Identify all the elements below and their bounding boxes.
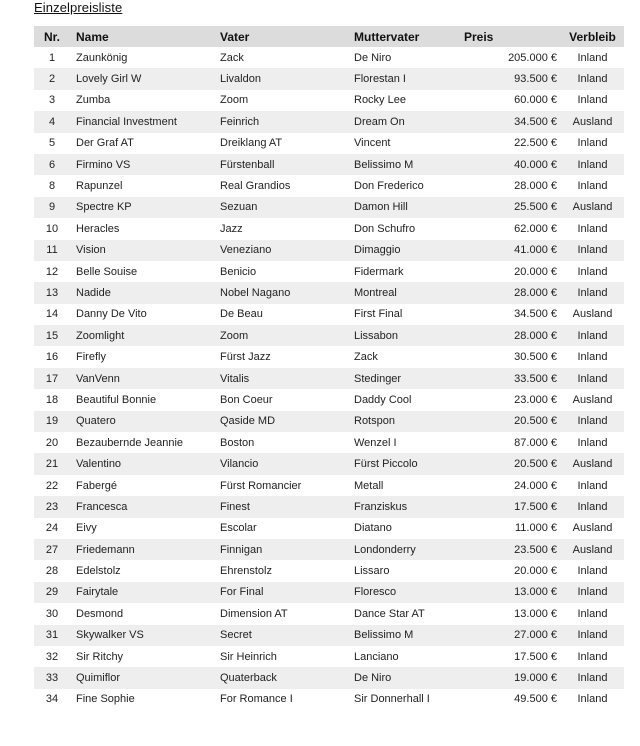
cell-name: Fabergé [76, 479, 117, 492]
cell-nr: 13 [34, 282, 70, 303]
table-row [34, 133, 624, 154]
cell-nr: 31 [34, 625, 70, 646]
table-row [34, 325, 624, 346]
cell-nr: 29 [34, 582, 70, 603]
cell-muttervater: Rotspon [354, 411, 458, 432]
cell-preis: 23.000 € [514, 393, 557, 406]
cell-muttervater: Don Schufro [354, 222, 416, 235]
table-row [34, 667, 624, 688]
cell-vater: Zoom [220, 325, 354, 346]
cell-verbleib: Inland [561, 496, 624, 517]
cell-nr: 3 [48, 94, 56, 107]
cell-vater: Bon Coeur [220, 393, 273, 406]
cell-nr: 22 [45, 479, 59, 492]
table-row [34, 453, 624, 474]
column-header-verbleib: Verbleib [561, 26, 624, 47]
cell-name: Firmino VS [70, 154, 220, 175]
cell-verbleib: Inland [561, 154, 624, 175]
cell-nr: 16 [45, 351, 59, 364]
cell-preis: 49.500 € [514, 693, 557, 706]
cell-muttervater: Sir Donnerhall I [354, 693, 430, 706]
cell-muttervater: Lissaro [354, 565, 390, 578]
cell-vater: Ehrenstolz [220, 565, 272, 578]
cell-vater: Zack [220, 51, 244, 64]
cell-name: Valentino [70, 453, 220, 474]
cell-preis: 13.000 € [514, 607, 557, 620]
table-row [34, 90, 624, 111]
table-row [34, 68, 624, 89]
cell-vater: Escolar [220, 522, 257, 535]
table-row [34, 368, 624, 389]
cell-vater: Nobel Nagano [220, 282, 354, 303]
cell-muttervater: Londonderry [354, 539, 458, 560]
cell-muttervater: Vincent [354, 137, 391, 150]
cell-verbleib: Inland [561, 411, 624, 432]
cell-nr: 33 [34, 667, 70, 688]
cell-verbleib: Inland [561, 240, 624, 261]
table-row [34, 261, 624, 282]
cell-name: Beautiful Bonnie [76, 393, 157, 406]
cell-name: Francesca [70, 496, 220, 517]
cell-muttervater: Stedinger [354, 368, 458, 389]
cell-verbleib: Inland [577, 265, 608, 278]
column-header-vater: Vater [220, 26, 354, 47]
cell-verbleib: Inland [561, 368, 624, 389]
cell-nr: 23 [34, 496, 70, 517]
cell-name: Desmond [76, 607, 124, 620]
cell-name: Eivy [76, 522, 97, 535]
cell-name: Zoomlight [70, 325, 220, 346]
table-row [34, 389, 624, 410]
cell-vater: Sezuan [220, 197, 354, 218]
cell-name: Rapunzel [76, 180, 123, 193]
table-row [34, 496, 624, 517]
cell-name: Friedemann [70, 539, 220, 560]
cell-name: Bezaubernde Jeannie [76, 436, 184, 449]
column-header-nr: Nr. [34, 26, 70, 47]
cell-preis: 28.000 € [514, 180, 557, 193]
cell-vater: Boston [220, 436, 255, 449]
cell-name: Sir Ritchy [76, 650, 124, 663]
cell-preis: 60.000 € [514, 94, 557, 107]
table-row [34, 582, 624, 603]
column-header-muttervater: Muttervater [354, 26, 458, 47]
cell-name: Skywalker VS [70, 625, 220, 646]
table-row [34, 175, 624, 196]
cell-nr: 6 [34, 154, 70, 175]
cell-verbleib: Inland [561, 625, 624, 646]
cell-verbleib: Inland [577, 479, 608, 492]
cell-name: Belle Souise [76, 265, 138, 278]
cell-name: Spectre KP [70, 197, 220, 218]
cell-verbleib: Ausland [561, 453, 624, 474]
cell-muttervater: Montreal [354, 282, 458, 303]
cell-verbleib: Inland [577, 94, 608, 107]
table-row [34, 218, 624, 239]
cell-nr: 27 [34, 539, 70, 560]
cell-vater: Qaside MD [220, 411, 354, 432]
cell-verbleib: Inland [561, 667, 624, 688]
cell-vater: Dimension AT [220, 607, 288, 620]
cell-muttervater: Lanciano [354, 650, 399, 663]
cell-vater: Vitalis [220, 368, 354, 389]
cell-verbleib: Ausland [572, 522, 613, 535]
cell-vater: Benicio [220, 265, 257, 278]
cell-nr: 34 [45, 693, 59, 706]
cell-preis: 27.000 € [458, 625, 561, 646]
price-table [34, 26, 624, 710]
cell-muttervater: De Niro [354, 667, 458, 688]
cell-preis: 13.000 € [458, 582, 561, 603]
cell-muttervater: Floresco [354, 582, 458, 603]
cell-verbleib: Ausland [572, 393, 613, 406]
cell-verbleib: Ausland [572, 308, 613, 321]
cell-name: Lovely Girl W [70, 68, 220, 89]
cell-muttervater: Dimaggio [354, 240, 458, 261]
cell-name: VanVenn [70, 368, 220, 389]
cell-preis: 19.000 € [458, 667, 561, 688]
cell-verbleib: Inland [577, 180, 608, 193]
cell-preis: 93.500 € [458, 68, 561, 89]
cell-verbleib: Inland [561, 325, 624, 346]
cell-verbleib: Inland [577, 222, 608, 235]
cell-verbleib: Inland [577, 607, 608, 620]
table-row [34, 240, 624, 261]
cell-preis: 28.000 € [458, 325, 561, 346]
cell-preis: 30.500 € [514, 351, 557, 364]
cell-muttervater: Dance Star AT [354, 607, 425, 620]
table-row [34, 689, 624, 710]
cell-muttervater: Dream On [354, 111, 458, 132]
table-header-row [34, 26, 624, 47]
cell-nr: 14 [45, 308, 59, 321]
table-row [34, 539, 624, 560]
table-row [34, 47, 624, 68]
cell-name: Edelstolz [76, 565, 121, 578]
cell-verbleib: Inland [577, 137, 608, 150]
cell-vater: Fürst Jazz [220, 351, 271, 364]
cell-vater: For Romance I [220, 693, 293, 706]
table-row [34, 646, 624, 667]
table-row [34, 111, 624, 132]
column-header-preis: Preis [458, 26, 561, 47]
cell-preis: 25.500 € [458, 197, 561, 218]
table-row [34, 560, 624, 581]
cell-muttervater: Wenzel I [354, 436, 397, 449]
cell-name: Danny De Vito [76, 308, 147, 321]
cell-nr: 12 [45, 265, 59, 278]
cell-vater: Zoom [220, 94, 249, 107]
table-row [34, 625, 624, 646]
cell-muttervater: De Niro [354, 51, 392, 64]
cell-name: Firefly [76, 351, 106, 364]
cell-vater: Finest [220, 496, 354, 517]
cell-verbleib: Inland [577, 436, 608, 449]
cell-nr: 32 [45, 650, 59, 663]
cell-vater: Vilancio [220, 453, 354, 474]
cell-preis: 205.000 € [508, 51, 557, 64]
cell-nr: 20 [45, 436, 59, 449]
cell-vater: Secret [220, 625, 354, 646]
cell-preis: 11.000 € [514, 522, 557, 535]
table-row [34, 603, 624, 624]
cell-nr: 4 [34, 111, 70, 132]
cell-name: Zumba [76, 94, 111, 107]
cell-preis: 17.500 € [514, 650, 557, 663]
table-row [34, 475, 624, 496]
cell-vater: Real Grandios [220, 180, 291, 193]
cell-vater: Fürst Romancier [220, 479, 302, 492]
cell-muttervater: Fidermark [354, 265, 404, 278]
table-row [34, 197, 624, 218]
table-row [34, 154, 624, 175]
table-row [34, 282, 624, 303]
cell-muttervater: Belissimo M [354, 625, 458, 646]
cell-muttervater: Florestan I [354, 68, 458, 89]
cell-nr: 10 [45, 222, 59, 235]
cell-nr: 2 [34, 68, 70, 89]
cell-muttervater: Don Frederico [354, 180, 424, 193]
cell-vater: Quaterback [220, 667, 354, 688]
cell-vater: De Beau [220, 308, 263, 321]
cell-preis: 41.000 € [458, 240, 561, 261]
cell-verbleib: Inland [577, 650, 608, 663]
cell-preis: 24.000 € [514, 479, 557, 492]
cell-nr: 8 [48, 180, 56, 193]
cell-muttervater: Belissimo M [354, 154, 458, 175]
cell-nr: 18 [45, 393, 59, 406]
cell-preis: 87.000 € [514, 436, 557, 449]
cell-muttervater: Fürst Piccolo [354, 453, 458, 474]
table-row [34, 304, 624, 325]
cell-nr: 30 [45, 607, 59, 620]
cell-name: Fairytale [70, 582, 220, 603]
cell-verbleib: Ausland [561, 197, 624, 218]
cell-preis: 20.500 € [458, 453, 561, 474]
cell-name: Nadide [70, 282, 220, 303]
cell-name: Quimiflor [70, 667, 220, 688]
cell-vater: Fürstenball [220, 154, 354, 175]
cell-vater: Sir Heinrich [220, 650, 277, 663]
cell-nr: 24 [45, 522, 59, 535]
cell-muttervater: Franziskus [354, 496, 458, 517]
cell-preis: 34.500 € [514, 308, 557, 321]
cell-verbleib: Ausland [561, 539, 624, 560]
cell-muttervater: Diatano [354, 522, 392, 535]
column-header-name: Name [70, 26, 220, 47]
cell-verbleib: Ausland [561, 111, 624, 132]
cell-name: Vision [70, 240, 220, 261]
cell-verbleib: Inland [561, 68, 624, 89]
cell-muttervater: Metall [354, 479, 384, 492]
cell-vater: Jazz [220, 222, 243, 235]
cell-nr: 5 [48, 137, 56, 150]
table-row [34, 518, 624, 539]
cell-verbleib: Inland [577, 565, 608, 578]
cell-preis: 62.000 € [514, 222, 557, 235]
cell-name: Financial Investment [70, 111, 220, 132]
cell-name: Heracles [76, 222, 120, 235]
cell-muttervater: Zack [354, 351, 378, 364]
cell-preis: 40.000 € [458, 154, 561, 175]
cell-nr: 11 [34, 240, 70, 261]
cell-preis: 34.500 € [458, 111, 561, 132]
cell-muttervater: Rocky Lee [354, 94, 406, 107]
cell-preis: 23.500 € [458, 539, 561, 560]
table-body [34, 47, 624, 710]
cell-preis: 20.000 € [514, 565, 557, 578]
cell-verbleib: Inland [561, 282, 624, 303]
cell-muttervater: First Final [354, 308, 403, 321]
cell-preis: 20.500 € [458, 411, 561, 432]
cell-nr: 19 [34, 411, 70, 432]
cell-vater: For Final [220, 582, 354, 603]
cell-name: Der Graf AT [76, 137, 134, 150]
cell-verbleib: Inland [561, 582, 624, 603]
cell-verbleib: Inland [577, 693, 608, 706]
cell-vater: Feinrich [220, 111, 354, 132]
cell-verbleib: Inland [577, 51, 608, 64]
cell-preis: 22.500 € [514, 137, 557, 150]
cell-nr: 17 [34, 368, 70, 389]
cell-name: Quatero [70, 411, 220, 432]
cell-nr: 21 [34, 453, 70, 474]
cell-nr: 9 [34, 197, 70, 218]
table-row [34, 432, 624, 453]
cell-vater: Veneziano [220, 240, 354, 261]
cell-preis: 17.500 € [458, 496, 561, 517]
document-title: Einzelpreisliste [34, 0, 123, 15]
cell-preis: 33.500 € [458, 368, 561, 389]
table-row [34, 411, 624, 432]
cell-name: Fine Sophie [76, 693, 135, 706]
cell-muttervater: Daddy Cool [354, 393, 412, 406]
table-row [34, 346, 624, 367]
cell-muttervater: Damon Hill [354, 197, 458, 218]
cell-nr: 1 [48, 51, 56, 64]
cell-name: Zaunkönig [76, 51, 128, 64]
cell-vater: Livaldon [220, 68, 354, 89]
cell-preis: 20.000 € [514, 265, 557, 278]
cell-nr: 28 [45, 565, 59, 578]
cell-vater: Dreiklang AT [220, 137, 283, 150]
cell-preis: 28.000 € [458, 282, 561, 303]
cell-nr: 15 [34, 325, 70, 346]
cell-muttervater: Lissabon [354, 325, 458, 346]
cell-verbleib: Inland [577, 351, 608, 364]
cell-vater: Finnigan [220, 539, 354, 560]
